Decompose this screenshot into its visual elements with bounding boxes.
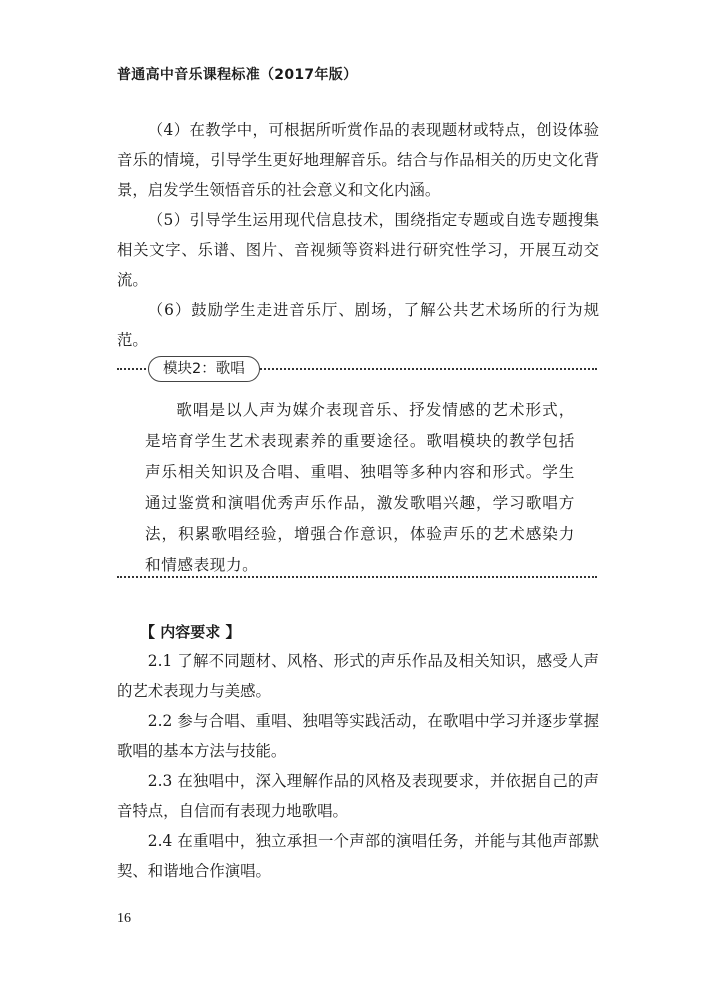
paragraph: （4）在教学中，可根据所听赏作品的表现题材或特点，创设体验音乐的情境，引导学生更好地理解音乐。结合与作品相关的历史文化背景，启发学生领悟音乐的社会意义和文化内涵。	[117, 121, 599, 199]
module-label-badge: 模块2：歌唱	[148, 356, 260, 382]
paragraph: （6）鼓励学生走进音乐厅、剧场，了解公共艺术场所的行为规范。	[117, 301, 599, 349]
section-heading: 【 内容要求 】	[140, 623, 241, 641]
requirements-list	[117, 646, 599, 886]
paragraph: （5）引导学生运用现代信息技术，围绕指定专题或自选专题搜集相关文字、乐谱、图片、音视频等资料进行研究性学习，开展互动交流。	[117, 211, 599, 289]
module-description: 歌唱是以人声为媒介表现音乐、抒发情感的艺术形式，是培育学生艺术表现素养的重要途径。歌唱模块的教学包括声乐相关知识及合唱、重唱、独唱等多种内容和形式。学生通过鉴赏和演唱优秀声乐作品，激发歌唱兴趣，学习歌唱方法，积累歌唱经验，增强合作意识，体验声乐的艺术感染力和情感表现力。	[145, 401, 575, 574]
requirement-item: 2.4 在重唱中，独立承担一个声部的演唱任务，并能与其他声部默契、和谐地合作演唱。	[117, 832, 599, 880]
requirement-item: 2.1 了解不同题材、风格、形式的声乐作品及相关知识，感受人声的艺术表现力与美感。	[117, 652, 599, 700]
page-number: 16	[117, 911, 131, 926]
intro-paragraphs	[117, 115, 599, 355]
running-header: 普通高中音乐课程标准（2017年版）	[117, 67, 358, 83]
requirement-item: 2.3 在独唱中，深入理解作品的风格及表现要求，并依据自己的声音特点，自信而有表现力地歌唱。	[117, 772, 599, 820]
requirement-item: 2.2 参与合唱、重唱、独唱等实践活动，在歌唱中学习并逐步掌握歌唱的基本方法与技能。	[117, 712, 599, 760]
module-divider-bottom	[117, 576, 597, 578]
